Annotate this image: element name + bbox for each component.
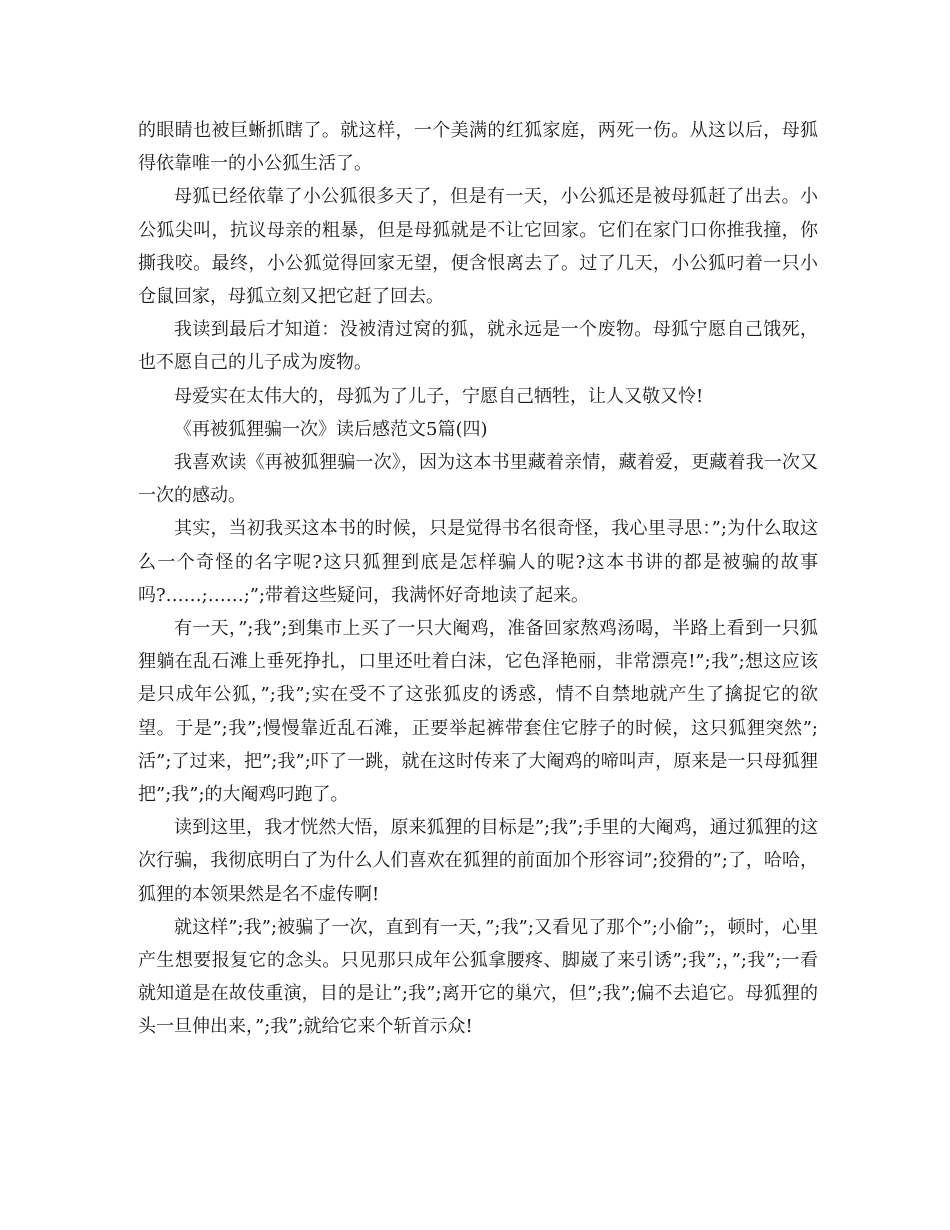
paragraph: 我读到最后才知道：没被清过窝的狐，就永远是一个废物。母狐宁愿自己饿死，也不愿自己的儿子成为废物。 [138,319,818,374]
paragraph: 有一天，”;我”;到集市上买了一只大阉鸡，准备回家熬鸡汤喝，半路上看到一只狐狸躺在乱石滩上垂死挣扎，口里还吐着白沫，它色泽艳丽，非常漂亮!”;我”;想这应该是只成年公狐，”;我”;实在受不了这张狐皮的诱惑，情不自禁地就产生了擒捉它的欲望。于是”;我”;慢慢靠近乱石滩，正要举起裤带套住它脖子的时候，这只狐狸突然”;活”;了过来，把”;我”;吓了一跳，就在这时传来了大阉鸡的啼叫声，原来是一只母狐狸把”;我”;的大阉鸡叼跑了。 [138,618,818,806]
document-body [138,114,818,1044]
paragraph: 就这样”;我”;被骗了一次，直到有一天，”;我”;又看见了那个”;小偷”;，顿时，心里产生想要报复它的念头。只见那只成年公狐拿腰疼、脚崴了来引诱”;我”;，”;我”;一看就知道是在故伎重演，目的是让”;我”;离开它的巢穴，但”;我”;偏不去追它。母狐狸的头一旦伸出来，”;我”;就给它来个斩首示众! [138,916,818,1038]
paragraph: 读到这里，我才恍然大悟，原来狐狸的目标是”;我”;手里的大阉鸡，通过狐狸的这次行骗，我彻底明白了为什么人们喜欢在狐狸的前面加个形容词”;狡猾的”;了，哈哈，狐狸的本领果然是名不虚传啊! [138,817,818,905]
section-heading: 《再被狐狸骗一次》读后感范文5篇(四) [174,418,488,440]
paragraph: 母爱实在太伟大的，母狐为了儿子，宁愿自己牺牲，让人又敬又怜! [174,385,704,407]
paragraph: 其实，当初我买这本书的时候，只是觉得书名很奇怪，我心里寻思：”;为什么取这么一个奇怪的名字呢?这只狐狸到底是怎样骗人的呢?这本书讲的都是被骗的故事吗?……;……;”;带着这些疑问，我满怀好奇地读了起来。 [138,518,818,606]
paragraph: 的眼睛也被巨蜥抓瞎了。就这样，一个美满的红狐家庭，两死一伤。从这以后，母狐得依靠唯一的小公狐生活了。 [138,120,818,175]
paragraph: 母狐已经依靠了小公狐很多天了，但是有一天，小公狐还是被母狐赶了出去。小公狐尖叫，抗议母亲的粗暴，但是母狐就是不让它回家。它们在家门口你推我撞，你撕我咬。最终，小公狐觉得回家无望，便含恨离去了。过了几天，小公狐叼着一只小仓鼠回家，母狐立刻又把它赶了回去。 [138,186,818,308]
paragraph: 我喜欢读《再被狐狸骗一次》，因为这本书里藏着亲情，藏着爱，更藏着我一次又一次的感动。 [138,452,818,507]
